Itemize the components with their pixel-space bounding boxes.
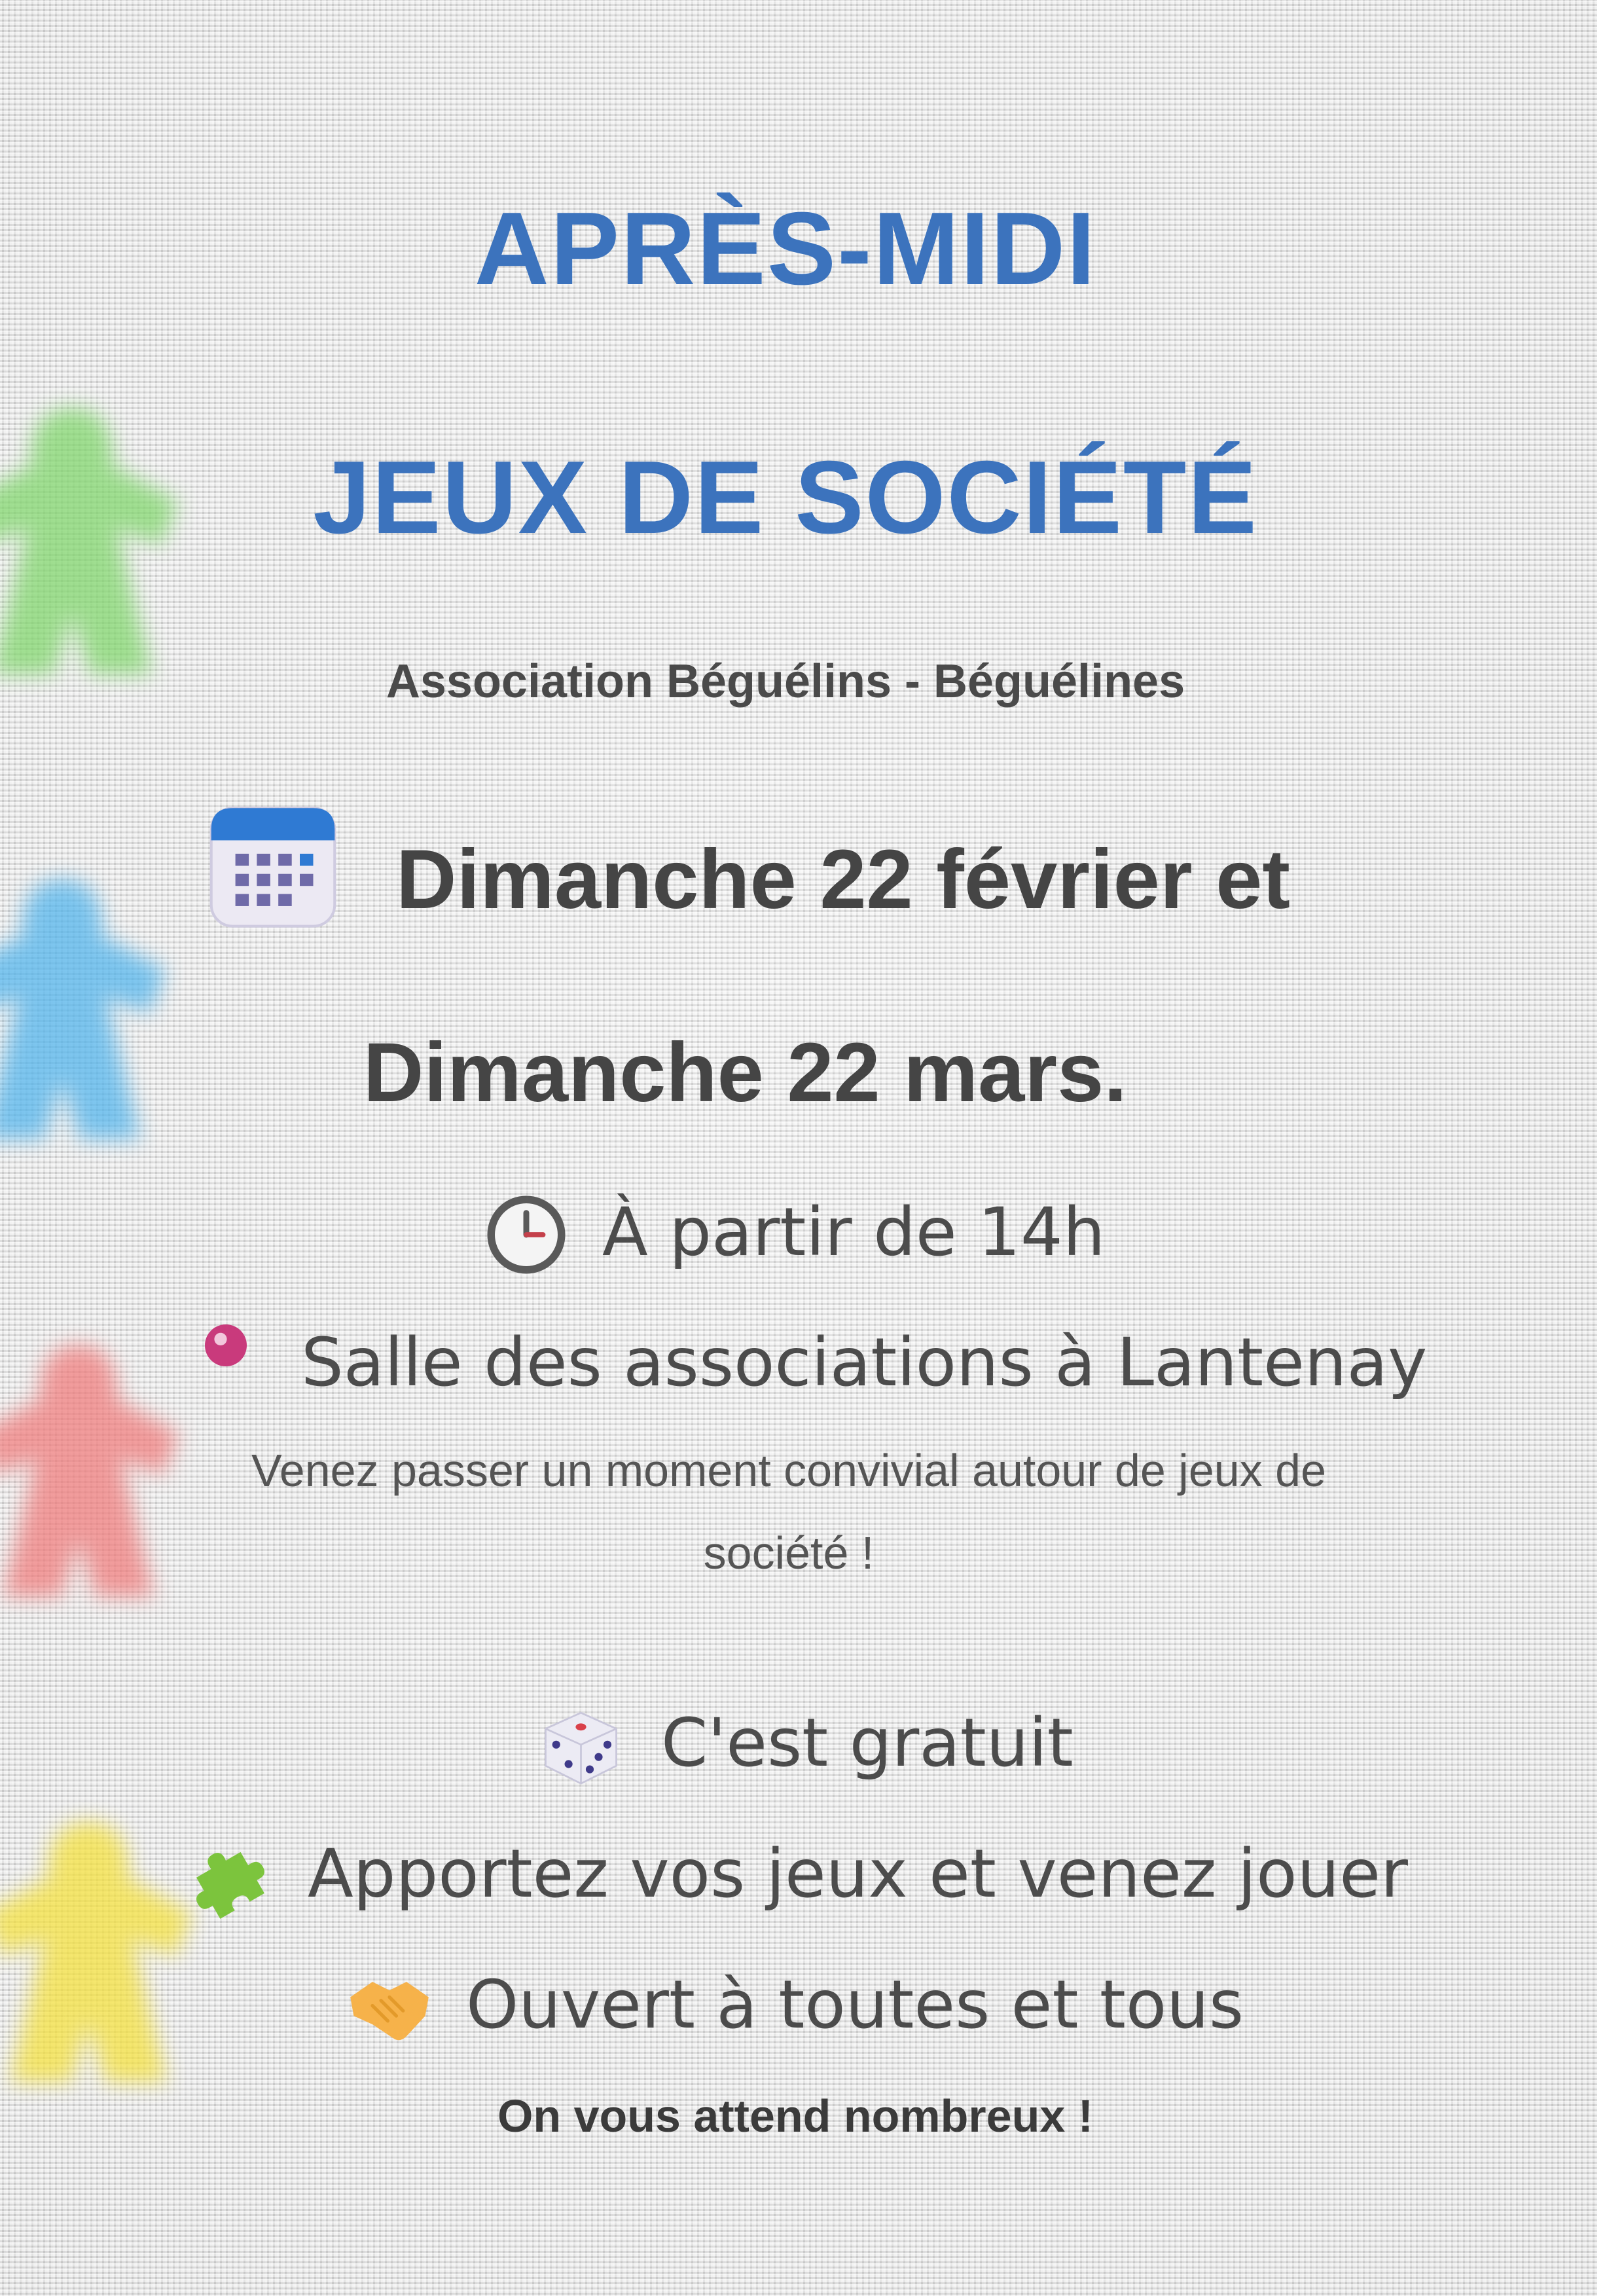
scan-margin bbox=[1597, 0, 1624, 2296]
yellow-meeple-decoration bbox=[0, 1813, 196, 2095]
closing-text: On vous attend nombreux ! bbox=[497, 2090, 1094, 2141]
location-pin-icon bbox=[200, 1319, 252, 1372]
blue-meeple-decoration bbox=[0, 871, 170, 1152]
time-text: À partir de 14h bbox=[602, 1194, 1106, 1271]
open-to-all-text: Ouvert à toutes et tous bbox=[466, 1966, 1244, 2044]
dice-icon bbox=[537, 1702, 625, 1791]
date-line-1: Dimanche 22 février et bbox=[396, 833, 1290, 926]
clock-icon bbox=[484, 1193, 568, 1277]
location-text: Salle des associations à Lantenay bbox=[301, 1324, 1428, 1402]
puzzle-icon bbox=[187, 1836, 272, 1922]
handshake-icon bbox=[347, 1971, 432, 2049]
title-line-1: APRÈS-MIDI bbox=[474, 191, 1097, 306]
bring-games-text: Apportez vos jeux et venez jouer bbox=[308, 1835, 1408, 1913]
calendar-icon bbox=[204, 800, 342, 934]
date-line-2: Dimanche 22 mars. bbox=[363, 1026, 1127, 1120]
association-name: Association Béguélins - Béguélines bbox=[386, 655, 1185, 708]
invite-line-1: Venez passer un moment convivial autour de jeux de bbox=[251, 1445, 1327, 1496]
invite-line-2: société ! bbox=[703, 1527, 875, 1578]
free-text: C'est gratuit bbox=[661, 1704, 1074, 1782]
title-line-2: JEUX DE SOCIÉTÉ bbox=[313, 440, 1258, 555]
